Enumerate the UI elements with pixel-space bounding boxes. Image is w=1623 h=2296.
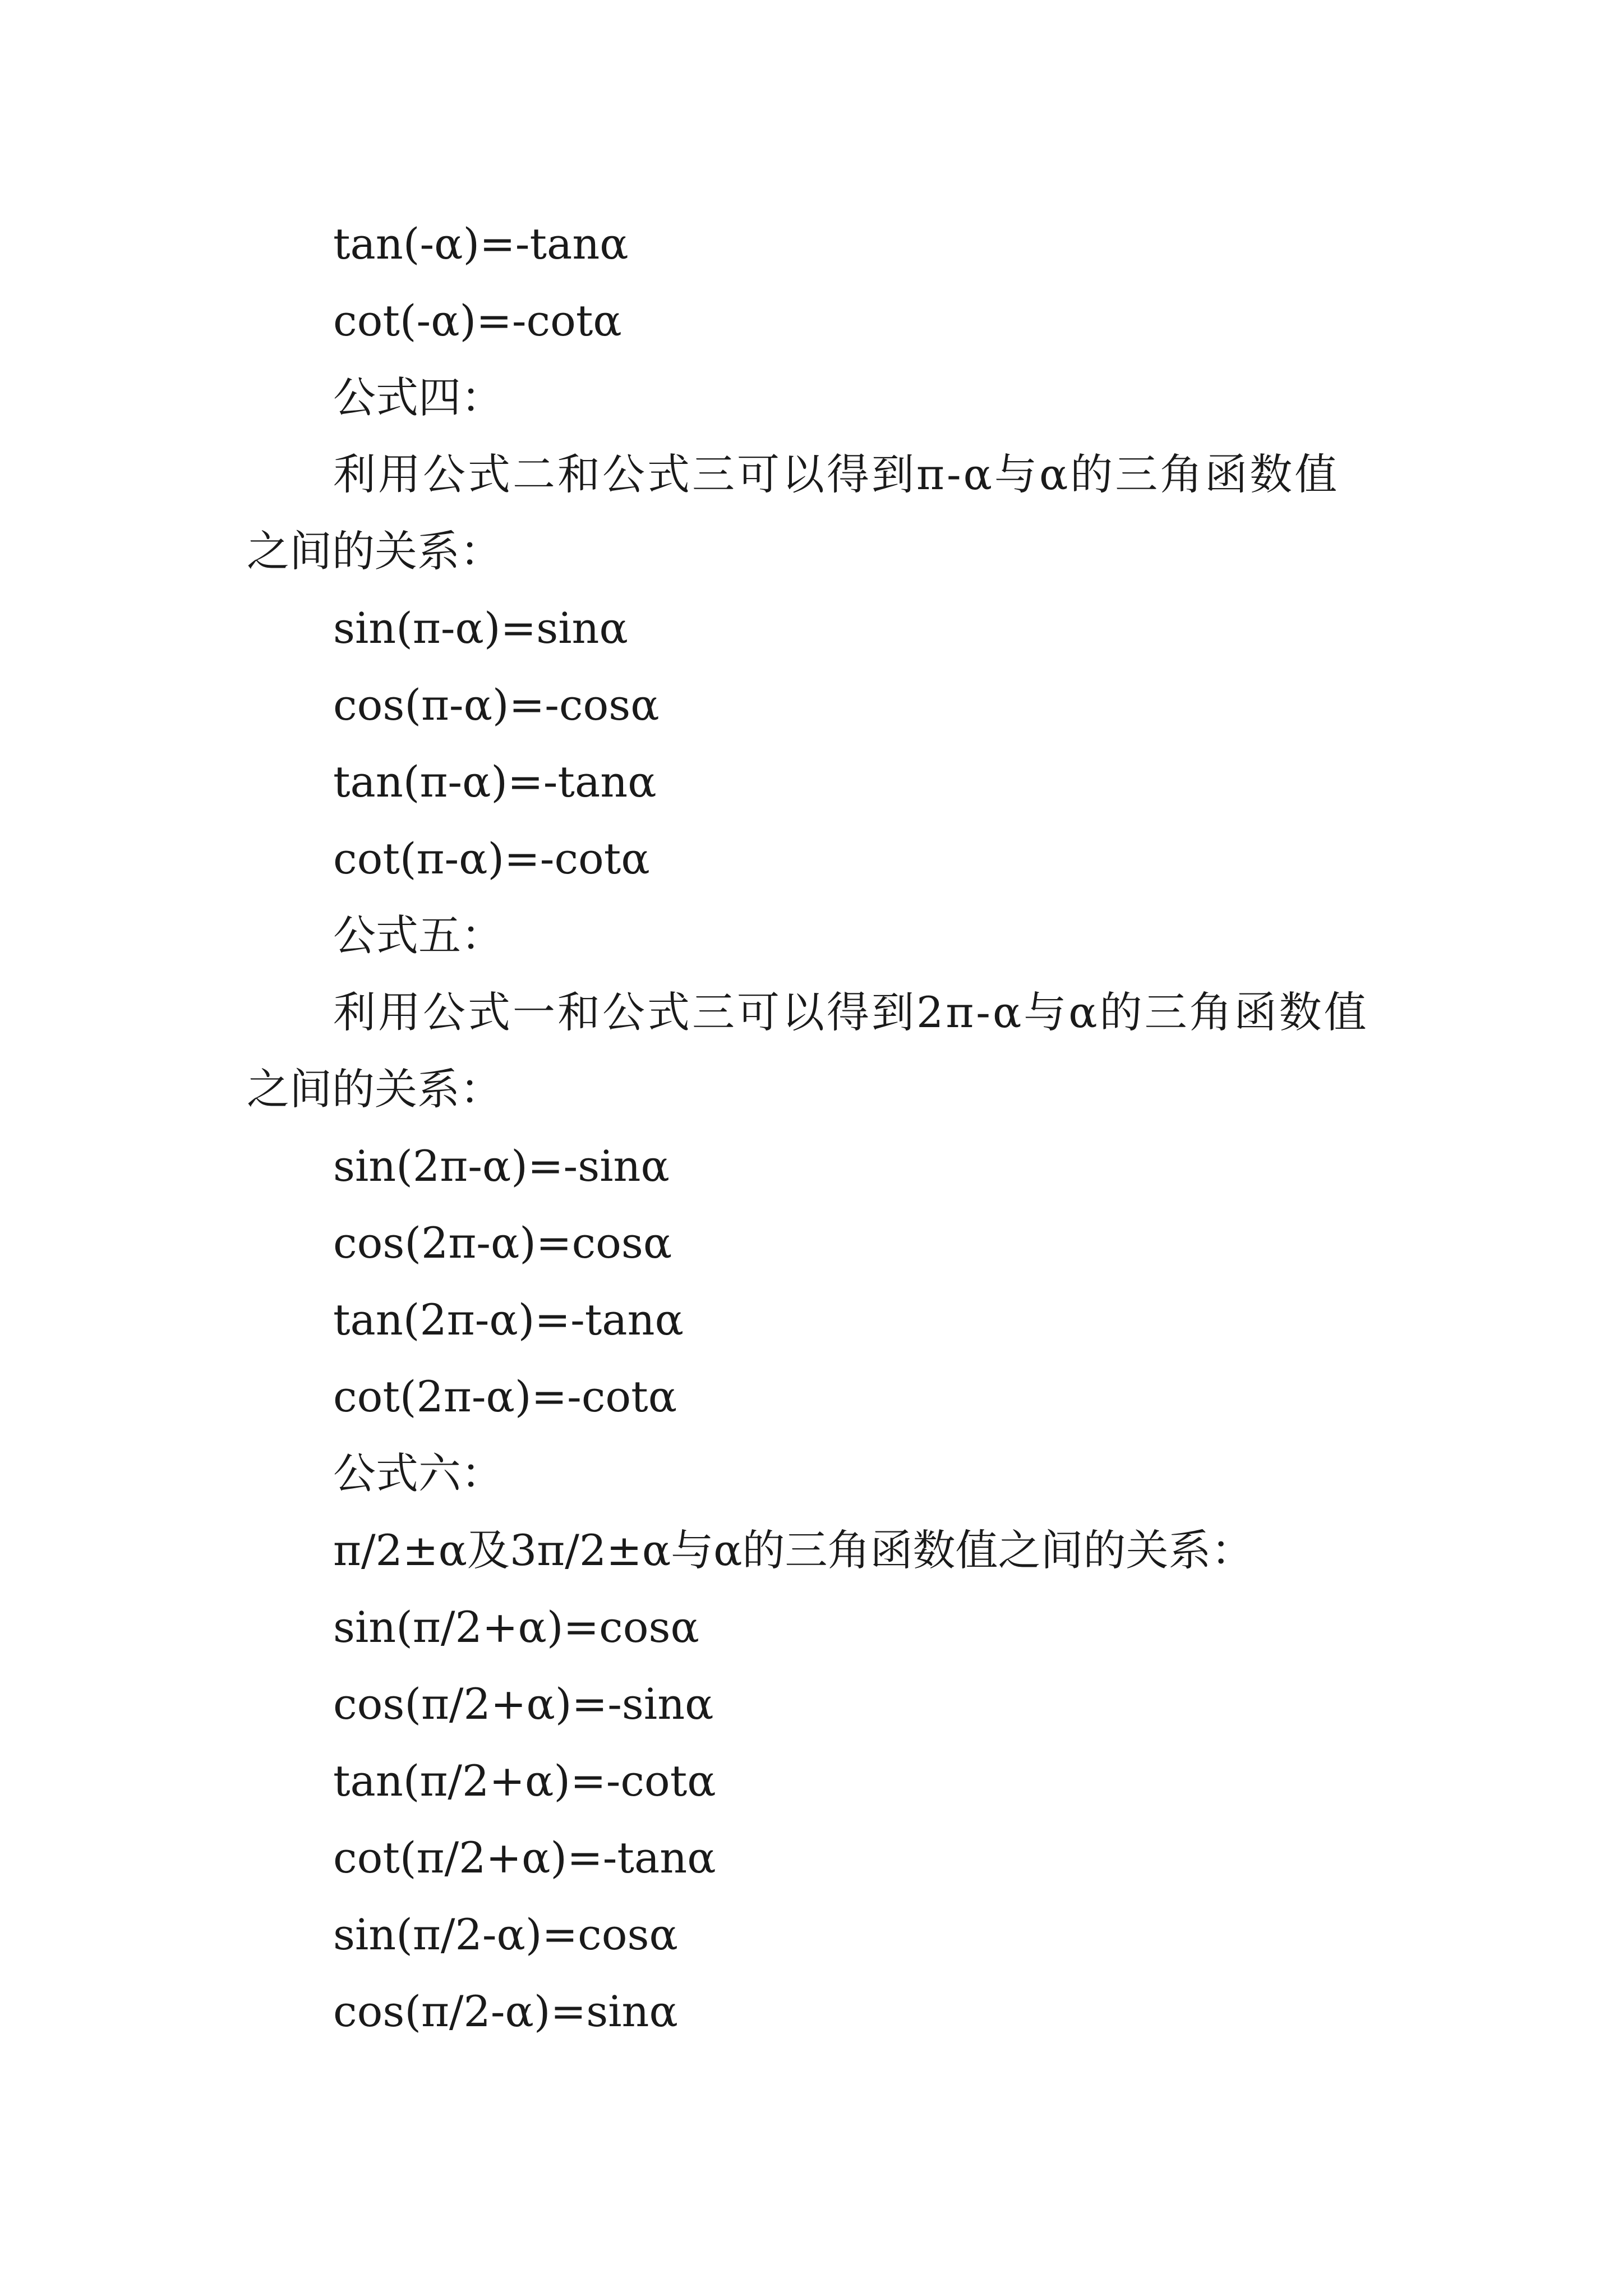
formula-sin-half-pi-plus-alpha: sin(π/2+α)=cosα [333,1602,699,1652]
formula-cos-pi-minus-alpha: cos(π-α)=-cosα [333,680,660,730]
formula-cot-neg-alpha: cot(-α)=-cotα [333,296,622,346]
heading-formula-six: 公式六： [333,1448,504,1498]
paragraph-formula-five-line-1: 利用公式一和公式三可以得到2π-α与α的三角函数值 [333,987,1369,1037]
formula-sin-pi-minus-alpha: sin(π-α)=sinα [333,603,628,653]
paragraph-formula-four-line-1: 利用公式二和公式三可以得到π-α与α的三角函数值 [333,449,1340,499]
formula-tan-pi-minus-alpha: tan(π-α)=-tanα [333,757,657,807]
formula-sin-2pi-minus-alpha: sin(2π-α)=-sinα [333,1141,670,1191]
heading-formula-five: 公式五： [333,910,504,960]
formula-tan-2pi-minus-alpha: tan(2π-α)=-tanα [333,1295,684,1345]
formula-cot-half-pi-plus-alpha: cot(π/2+α)=-tanα [333,1833,716,1883]
formula-tan-half-pi-plus-alpha: tan(π/2+α)=-cotα [333,1756,716,1806]
formula-tan-neg-alpha: tan(-α)=-tanα [333,219,629,269]
formula-cot-2pi-minus-alpha: cot(2π-α)=-cotα [333,1372,677,1421]
formula-cos-half-pi-plus-alpha: cos(π/2+α)=-sinα [333,1679,714,1729]
formula-cos-2pi-minus-alpha: cos(2π-α)=cosα [333,1218,672,1268]
formula-cos-half-pi-minus-alpha: cos(π/2-α)=sinα [333,1986,678,2036]
formula-sin-half-pi-minus-alpha: sin(π/2-α)=cosα [333,1910,678,1959]
paragraph-formula-six: π/2±α及3π/2±α与α的三角函数值之间的关系： [333,1525,1254,1575]
heading-formula-four: 公式四： [333,372,504,422]
paragraph-formula-five-line-2: 之间的关系： [247,1064,502,1114]
paragraph-formula-four-line-2: 之间的关系： [247,526,502,576]
formula-cot-pi-minus-alpha: cot(π-α)=-cotα [333,834,650,884]
